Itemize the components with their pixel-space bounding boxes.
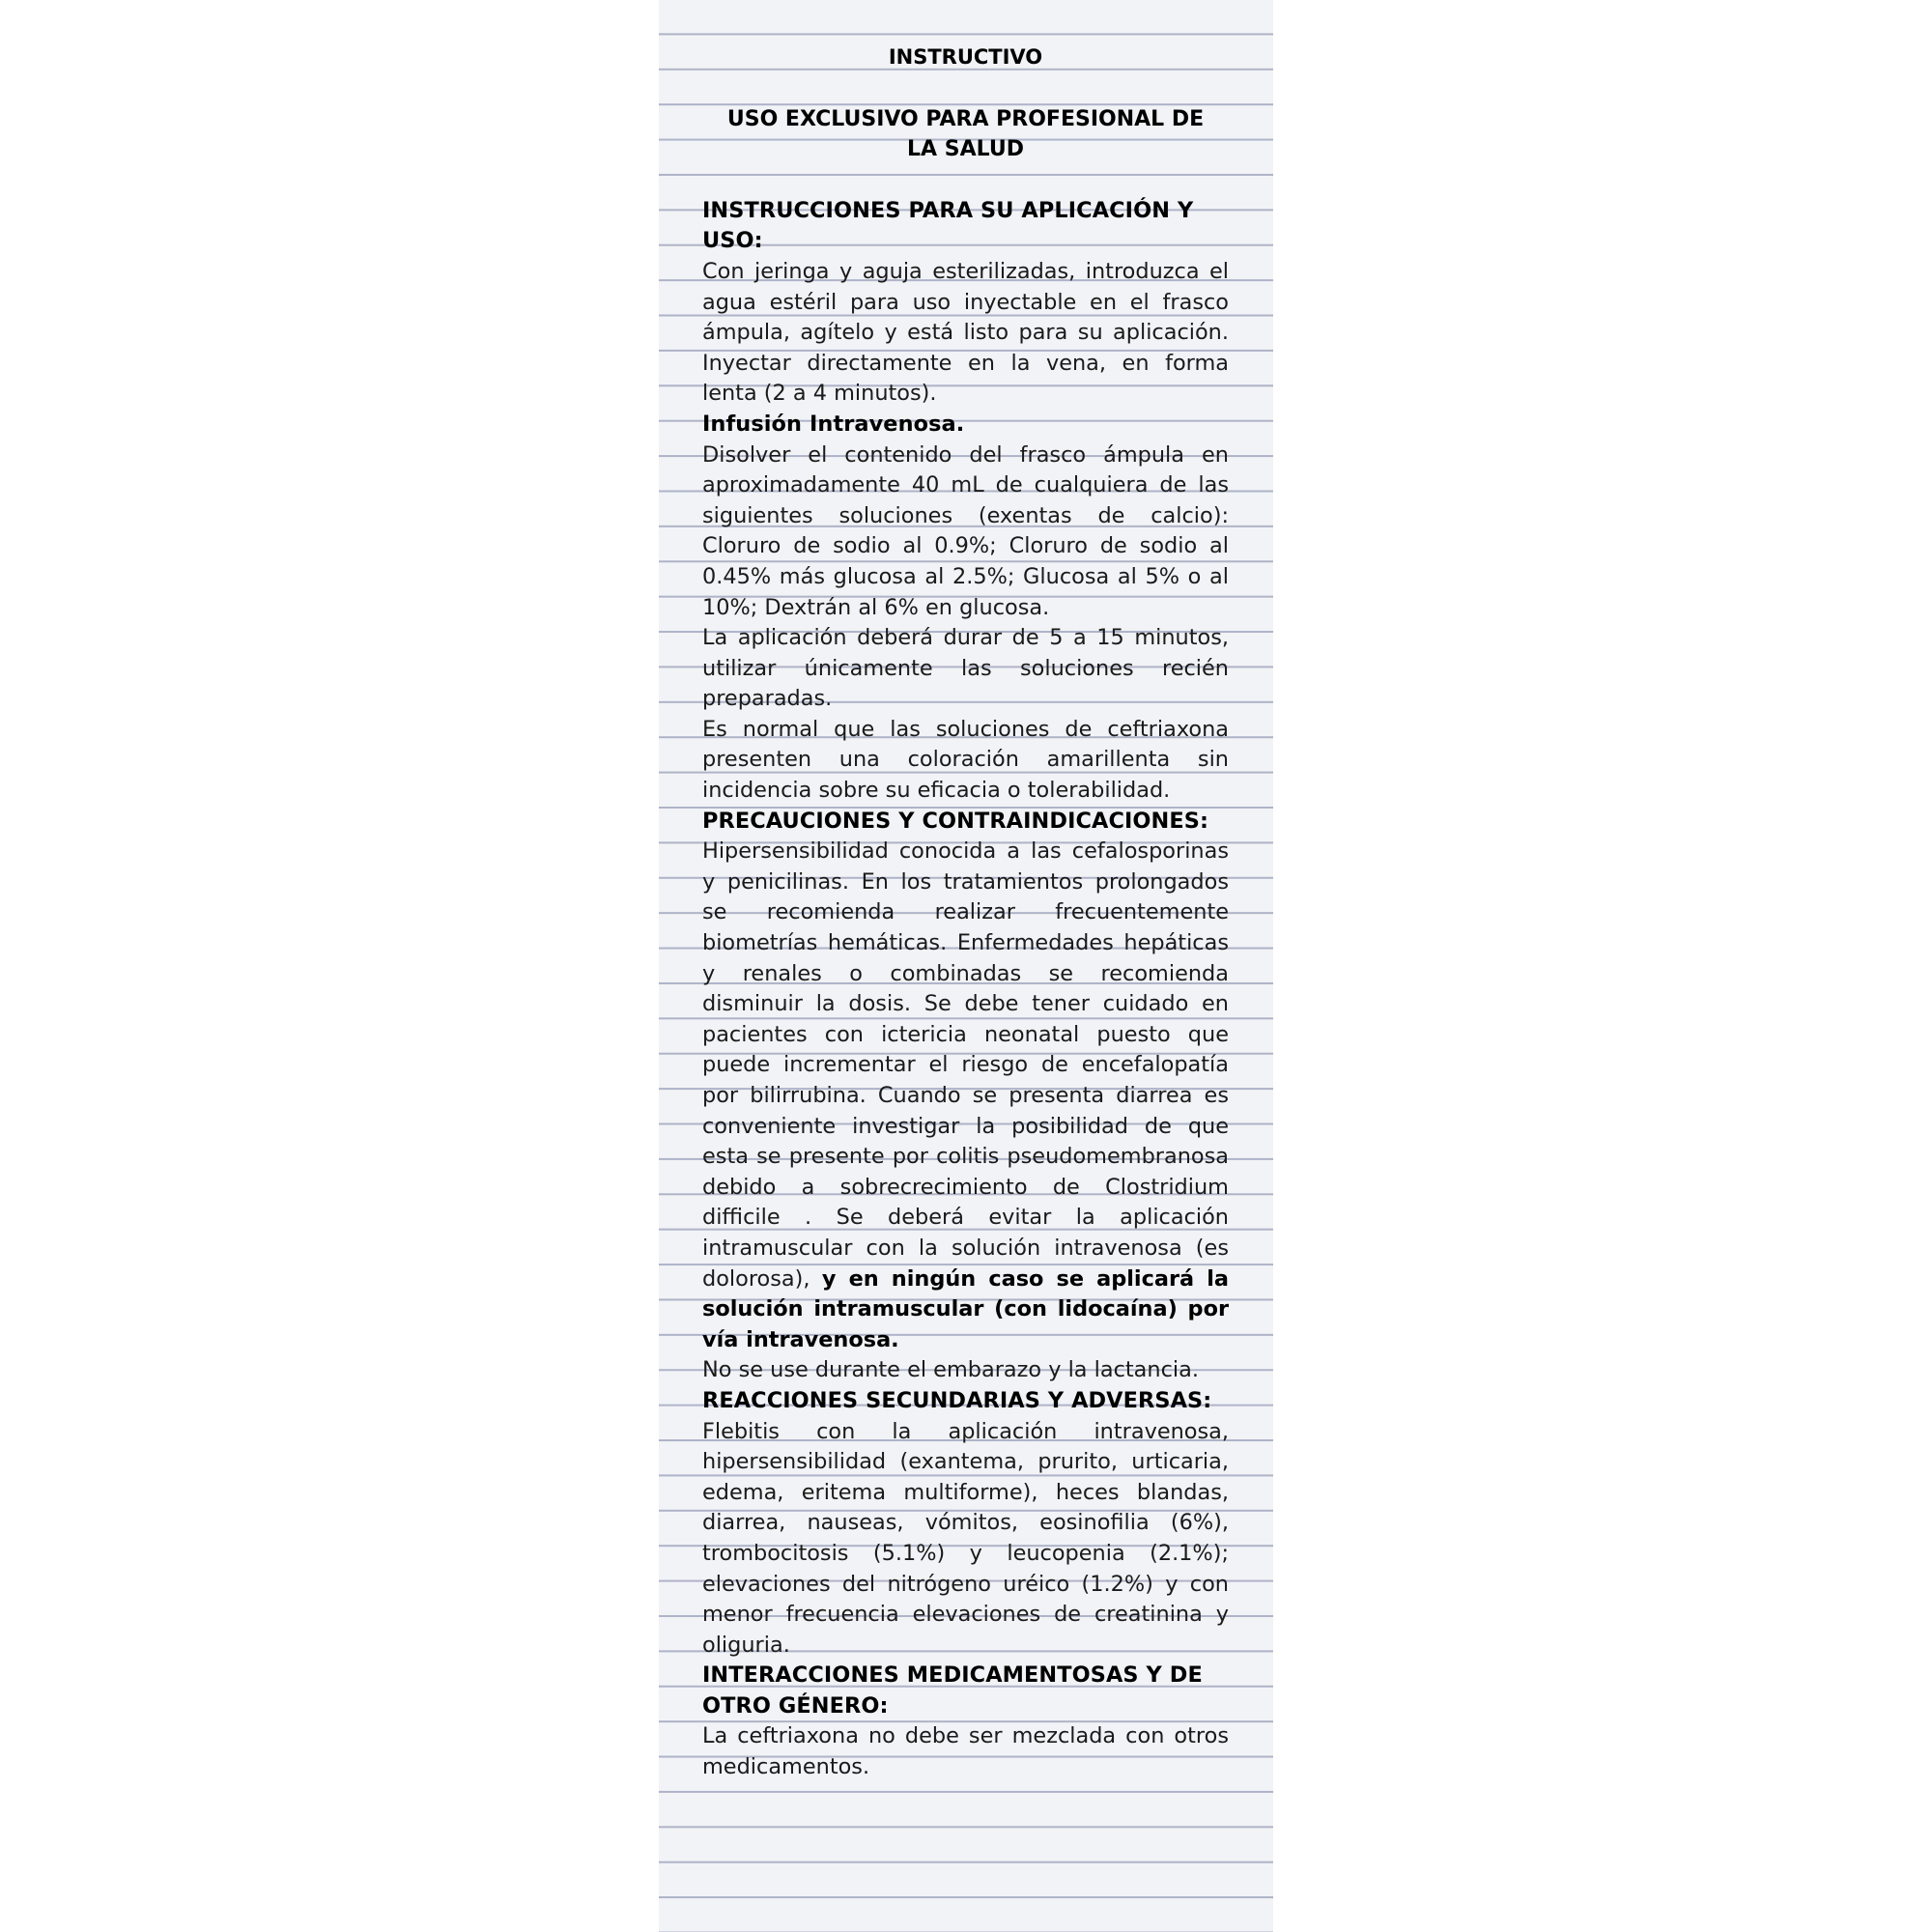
paragraph: Es normal que las soluciones de ceftriaxona presenten una coloración amarillenta sin incidencia sobre su eficacia o tolerabilidad.: [702, 716, 1229, 804]
document-content: [702, 43, 1229, 1783]
section-aplicacion: [702, 196, 1229, 807]
section-heading: INSTRUCCIONES PARA SU APLICACIÓN Y USO:: [702, 197, 1194, 254]
section-precauciones: [702, 807, 1229, 1386]
section-reacciones: [702, 1386, 1229, 1661]
section-heading: REACCIONES SECUNDARIAS Y ADVERSAS:: [702, 1387, 1212, 1413]
section-heading: PRECAUCIONES Y CONTRAINDICACIONES:: [702, 808, 1209, 834]
paragraph: Disolver el contenido del frasco ámpula en aproximadamente 40 mL de cualquiera de las siguientes soluciones (exentas de calcio): Cloruro de sodio al 0.9%; Cloruro de sodio al 0.45% más glucosa al 2.5%; Glucosa al 5% o al 10%; Dextrán al 6% en glucosa.: [702, 441, 1229, 620]
document-subtitle: USO EXCLUSIVO PARA PROFESIONAL DE LA SALUD: [726, 106, 1205, 162]
document-title: INSTRUCTIVO: [888, 45, 1043, 69]
document-sheet: [659, 0, 1273, 1932]
paragraph: Flebitis con la aplicación intravenosa, hipersensibilidad (exantema, prurito, urticaria, edema, eritema multiforme), heces blandas, diarrea, nauseas, vómitos, eosinofilia (6%), trombocitosis (5.1%) y leucopenia (2.1%); elevaciones del nitrógeno uréico (1.2%) y con menor frecuencia elevaciones de creatinina y oliguria.: [702, 1418, 1229, 1658]
paragraph-bold-warning: y en ningún caso se aplicará la solución intramuscular (con lidocaína) por vía intravenosa.: [702, 1265, 1229, 1352]
paragraph-text: Hipersensibilidad conocida a las cefalosporinas y penicilinas. En los tratamientos prolongados se recomienda realizar frecuentemente biometrías hemáticas. Enfermedades hepáticas y renales o combinadas se recomienda disminuir la dosis. Se debe tener cuidado en pacientes con ictericia neonatal puesto que puede incrementar el riesgo de encefalopatía por bilirrubina. Cuando se presenta diarrea es conveniente investigar la posibilidad de que esta se presente por colitis pseudomembranosa debido a sobrecrecimiento de Clostridium difficile . Se deberá evitar la aplicación intramuscular con la solución intravenosa (es dolorosa),: [702, 838, 1229, 1292]
paragraph: La aplicación deberá durar de 5 a 15 minutos, utilizar únicamente las soluciones recién preparadas.: [702, 625, 1229, 712]
subsection-heading: Infusión Intravenosa.: [702, 411, 965, 437]
paragraph: La ceftriaxona no debe ser mezclada con otros medicamentos.: [702, 1723, 1229, 1780]
paragraph: No se use durante el embarazo y la lactancia.: [702, 1357, 1199, 1383]
paragraph: [702, 837, 1229, 1355]
section-heading: INTERACCIONES MEDICAMENTOSAS Y DE OTRO GÉNERO:: [702, 1662, 1203, 1719]
section-interacciones: [702, 1661, 1229, 1782]
paragraph: Con jeringa y aguja esterilizadas, introduzca el agua estéril para uso inyectable en el frasco ámpula, agítelo y está listo para su aplicación. Inyectar directamente en la vena, en forma lenta (2 a 4 minutos).: [702, 258, 1229, 407]
